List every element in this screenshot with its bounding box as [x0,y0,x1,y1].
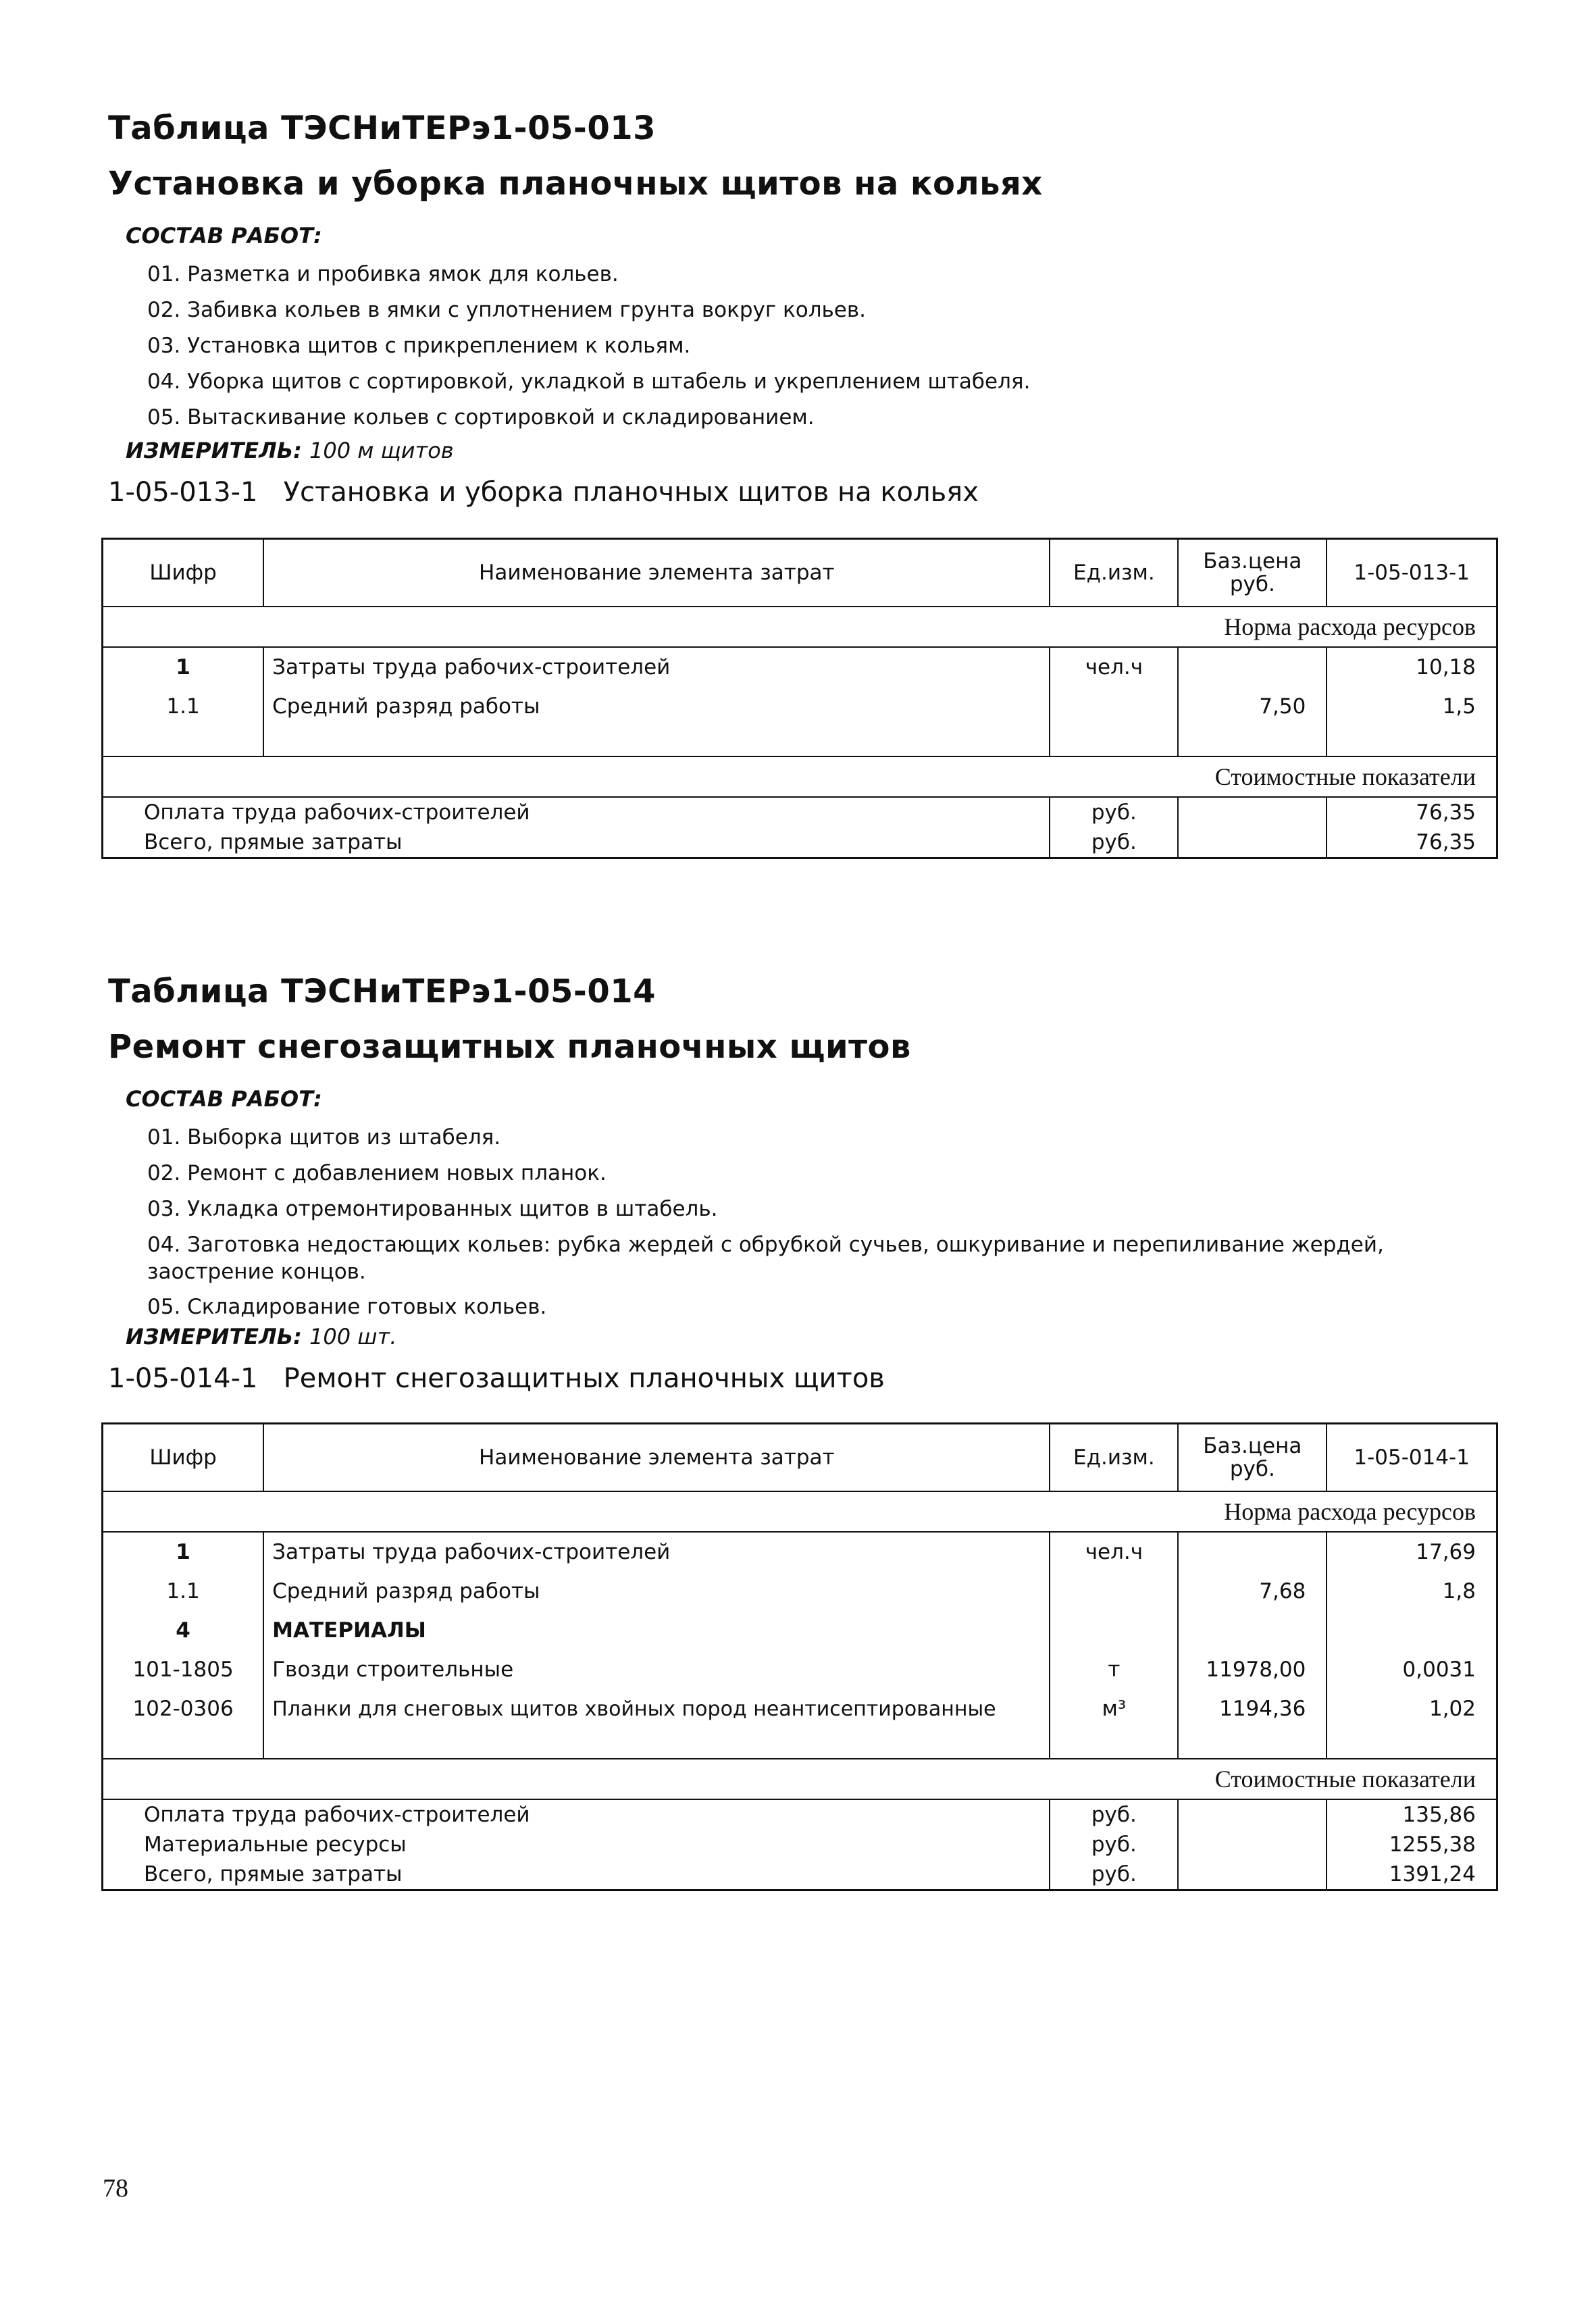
meter-label: ИЗМЕРИТЕЛЬ: [126,438,302,463]
table-header-row [103,539,1497,607]
table-row [103,1689,1497,1728]
table2-title: Таблица ТЭСНиТЕРэ1-05-014 [108,973,657,1010]
table-row [103,1532,1497,1572]
cell-price: 7,68 [1178,1572,1327,1611]
cell-name: Гвозди строительные [263,1650,1050,1689]
cell-price [1178,1532,1327,1572]
spacer-row [103,726,1497,756]
work-item: 01. Разметка и пробивка ямок для кольев. [147,262,619,286]
table1-subtitle: Установка и уборка планочных щитов на кольях [108,165,1043,203]
cell-price: 11978,00 [1178,1650,1327,1689]
cell-unit [1050,1611,1178,1650]
header-code: Шифр [103,1424,264,1492]
table2-subtitle: Ремонт снегозащитных планочных щитов [108,1028,911,1066]
sum-row [103,1799,1497,1830]
cell-price: 7,50 [1178,687,1327,726]
section-norms: Норма расхода ресурсов [103,1491,1497,1532]
table2-works-label: СОСТАВ РАБОТ: [126,1086,322,1112]
cell-code: 1 [103,647,264,687]
table2-meter [126,1324,396,1349]
table1-code-line: 1-05-013-1 Установка и уборка планочных щитов на кольях [108,477,979,508]
cell-norm: 1,5 [1327,687,1497,726]
header-norm: 1-05-013-1 [1327,539,1497,607]
section-norms: Норма расхода ресурсов [103,607,1497,647]
work-item: 04. Заготовка недостающих кольев: рубка жердей с обрубкой сучьев, ошкуривание и перепиливание жердей, заострение концов. [147,1233,1384,1284]
table1-title: Таблица ТЭСНиТЕРэ1-05-013 [108,109,657,147]
sum-name: Оплата труда рабочих-строителей [144,1803,530,1827]
sum-price-empty [1178,827,1327,858]
sum-row [103,1830,1497,1859]
cell-unit [1050,687,1178,726]
table2-works-list [147,1120,1471,1325]
cell-name: Средний разряд работы [263,687,1050,726]
cell-price [1178,1611,1327,1650]
cell-code: 101-1805 [103,1650,264,1689]
table-row [103,1650,1497,1689]
table2-code-line: 1-05-014-1 Ремонт снегозащитных планочных щитов [108,1363,885,1394]
table2-estimate [101,1422,1498,1891]
meter-label: ИЗМЕРИТЕЛЬ: [126,1324,302,1349]
page-number: 78 [103,2174,128,2203]
header-norm: 1-05-014-1 [1327,1424,1497,1492]
work-item: 05. Складирование готовых кольев. [147,1295,547,1319]
cell-code: 1.1 [103,687,264,726]
table1-meter [126,438,454,463]
meter-value: 100 м щитов [309,438,454,463]
section-costs: Стоимостные показатели [103,756,1497,797]
cell-unit [1050,1572,1178,1611]
work-item: 02. Забивка кольев в ямки с уплотнением грунта вокруг кольев. [147,298,866,322]
sum-unit: руб. [1050,1859,1178,1891]
section-row [103,1759,1497,1799]
section-row [103,1491,1497,1532]
sum-row [103,1859,1497,1891]
cell-name: Планки для снеговых щитов хвойных пород неантисептированные [263,1689,1050,1728]
section-row [103,756,1497,797]
sum-value: 76,35 [1416,830,1476,854]
table-row [103,687,1497,726]
sum-row [103,797,1497,827]
sum-row [103,827,1497,858]
meter-value: 100 шт. [309,1324,397,1349]
cell-norm: 1,8 [1327,1572,1497,1611]
section-costs: Стоимостные показатели [103,1759,1497,1799]
cell-code: 1.1 [103,1572,264,1611]
cell-price: 1194,36 [1178,1689,1327,1728]
cell-code: 102-0306 [103,1689,264,1728]
table1-estimate [101,538,1498,859]
header-name: Наименование элемента затрат [263,1424,1050,1492]
sum-value: 1255,38 [1389,1832,1476,1857]
sum-price-empty [1178,1830,1327,1859]
work-item: 01. Выборка щитов из штабеля. [147,1125,501,1150]
cell-code: 4 [103,1611,264,1650]
sum-name: Материальные ресурсы [144,1832,407,1857]
work-item: 02. Ремонт с добавлением новых планок. [147,1161,607,1185]
cell-price [1178,647,1327,687]
cell-unit: чел.ч [1050,647,1178,687]
cell-name: Затраты труда рабочих-строителей [263,647,1050,687]
sum-unit: руб. [1050,1799,1178,1830]
table1-works-label: СОСТАВ РАБОТ: [126,223,322,249]
header-code: Шифр [103,539,264,607]
cell-norm: 10,18 [1327,647,1497,687]
cell-name: Затраты труда рабочих-строителей [263,1532,1050,1572]
sum-unit: руб. [1050,1830,1178,1859]
cell-norm: 1,02 [1327,1689,1497,1728]
cell-unit: м³ [1050,1689,1178,1728]
cell-norm: 0,0031 [1327,1650,1497,1689]
sum-value: 1391,24 [1389,1862,1476,1886]
sum-value: 76,35 [1416,800,1476,825]
header-unit: Ед.изм. [1050,539,1178,607]
table-row [103,1572,1497,1611]
work-item: 05. Вытаскивание кольев с сортировкой и складированием. [147,405,815,430]
table1-works-list [147,257,1498,436]
work-item: 04. Уборка щитов с сортировкой, укладкой в штабель и укреплением штабеля. [147,369,1031,394]
table-header-row [103,1424,1497,1492]
work-item: 03. Укладка отремонтированных щитов в штабель. [147,1197,718,1221]
cell-norm: 17,69 [1327,1532,1497,1572]
sum-unit: руб. [1050,797,1178,827]
cell-name: Средний разряд работы [263,1572,1050,1611]
cell-unit: чел.ч [1050,1532,1178,1572]
header-price: Баз.цена руб. [1178,1424,1327,1492]
cell-norm [1327,1611,1497,1650]
work-item: 03. Установка щитов с прикреплением к кольям. [147,334,691,358]
cell-code: 1 [103,1532,264,1572]
cell-name: МАТЕРИАЛЫ [263,1611,1050,1650]
table-row [103,1611,1497,1650]
sum-price-empty [1178,1859,1327,1891]
sum-price-empty [1178,797,1327,827]
header-price: Баз.цена руб. [1178,539,1327,607]
spacer-row [103,1728,1497,1759]
sum-unit: руб. [1050,827,1178,858]
section-row [103,607,1497,647]
sum-price-empty [1178,1799,1327,1830]
sum-value: 135,86 [1402,1803,1476,1827]
sum-name: Оплата труда рабочих-строителей [144,800,530,825]
header-unit: Ед.изм. [1050,1424,1178,1492]
table-row [103,647,1497,687]
sum-name: Всего, прямые затраты [144,1862,403,1886]
cell-unit: т [1050,1650,1178,1689]
header-name: Наименование элемента затрат [263,539,1050,607]
sum-name: Всего, прямые затраты [144,830,403,854]
